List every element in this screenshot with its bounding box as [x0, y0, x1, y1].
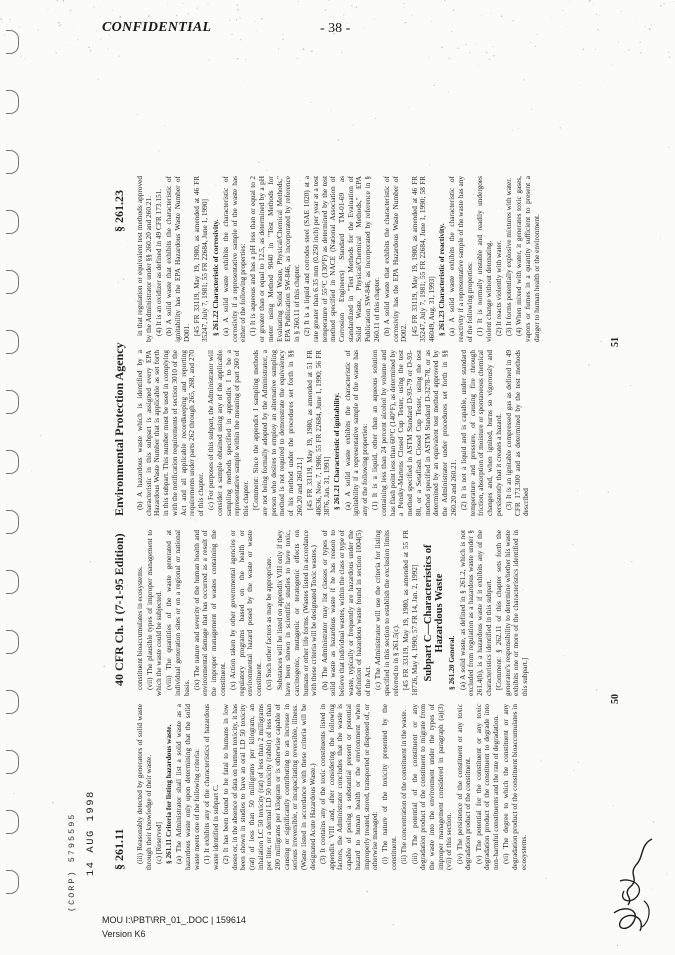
paragraph: (vi) The degree to which the constituent or any degradation product of the constituent bioaccumulates in ecosystems. — [501, 704, 528, 870]
binder-ring — [6, 390, 19, 414]
confidential-label: CONFIDENTIAL — [102, 20, 212, 35]
section-heading: § 261.21 Characteristic of ignitability. — [332, 392, 342, 510]
paragraph: (2) It is a liquid and corrodes steel (SAE 1020) at a rate greater than 6.35 mm (0.250 inch) per year at a test temperature of 55°C (130°F) as determined by the test method specified in NACE (National Association of Corrosion Engineers) Standard TM-01-69 as standardized in "Test Methods for the Evaluation of Solid Waste, Physical/Chemical Methods," EPA Publication SW-846, as incorporated by reference in § 260.11 of this chapter. — [302, 176, 381, 342]
paragraph: (1) It is normally unstable and readily undergoes violent change without detonating. — [475, 176, 493, 342]
paragraph: (iii) Reasonably detected by generators of solid waste through their knowledge of their waste. — [135, 704, 153, 870]
paragraph: (2) It is not a liquid and is capable, under standard temperature and pressure, of causing fire through friction, absorption of moisture or spontaneous chemical changes and, when ignited, burns so vigorously and persistently that it creates a hazard. — [458, 350, 503, 516]
binder-ring — [6, 90, 19, 114]
paragraph: [Comment: Since the appendix I sampling methods are not being formally adopted by the Administrator, a person who desires to employ an alternative sampling method is not required to demonstrate the equivalency of his method under the procedures set forth in §§ 260.20 and 260.21.] — [251, 350, 304, 516]
paragraph: (a) A solid waste, as defined in § 261.2, which is not excluded from regulation as a hazardous waste under § 261.4(b), is a hazardous waste if it exhibits any of the characteristics identified in this subpart. — [457, 530, 493, 696]
footer-version: Version K6 — [102, 929, 146, 939]
paragraph: [45 FR 33119, May 19, 1980, as amended at 46 FR 35247, July 7, 1981; 55 FR 22684, June 1, 1990; 58 FR 46049, Aug. 31, 1993] — [409, 176, 436, 342]
running-head-left: § 261.11 — [112, 828, 126, 870]
running-head — [112, 172, 134, 872]
paragraph: (a) A solid waste exhibits the characteristic of ignitability if a representative sample of the waste has any of the following properties: — [342, 350, 370, 516]
paragraph: (c) [Reserved] — [153, 822, 163, 864]
bates-number-strip: (CORP) 5795595 — [67, 812, 77, 912]
section-heading: § 261.11 Criteria for listing hazardous waste. — [164, 724, 174, 864]
paragraph: Substances will be listed on appendix VIII only if they have been shown in scientific studies to have toxic, carcinogenic, mutagenic or teratogenic effects on humans or other life forms. (Wastes listed in accordance with these criteria will be designated Toxic wastes.) — [274, 530, 319, 696]
paragraph: (v) The potential for the constituent or any toxic degradation product of the constituent to degrade into non-harmful constituents and the rate of degradation. — [473, 704, 500, 870]
paragraph: [45 FR 33119, May 19, 1980, as amended at 55 FR 18726, May 4, 1990; 57 FR 14, Jan. 2, 1992] — [400, 530, 419, 696]
paragraph: (2) It reacts violently with water. — [493, 240, 503, 336]
binder-ring — [6, 570, 19, 594]
binder-ring — [6, 510, 19, 534]
running-head-title: Environmental Protection Agency — [112, 342, 126, 516]
subpart-heading: Subpart C—Characteristics of Hazardous Waste — [423, 544, 446, 682]
section-heading: § 261.22 Characteristic of corrosivity. — [210, 219, 220, 336]
paragraph: (1) It is a liquid, other than an aqueous solution containing less than 24 percent alcohol by volume and has flash point less than 60°C (140°F), as determined by a Pensky-Martens Closed Cup Tester, using the test method specified in ASTM Standard D-93-79 or D-93-80, or a Setaflash Closed Cup Tester, using the test method specified in ASTM Standard D-3278-78, or as determined by an equivalent test method approved by the Administrator under procedures set forth in §§ 260.20 and 260.21. — [370, 350, 458, 516]
paragraph: (a) A solid waste exhibits the characteristic of reactivity if a representative sample of the waste has any of the following properties: — [447, 176, 474, 342]
binder-ring — [6, 630, 19, 654]
rotated-cfr-page — [108, 172, 628, 872]
paragraph: (c) The Administrator will use the criteria for listing specified in this section to establish the exclusion limits referred to in § 261.5(c). — [373, 530, 400, 696]
text-column-3 — [136, 350, 606, 516]
paragraph: (2) It has been found to be fatal to humans in low doses or, in the absence of data on human toxicity, it has been shown in studies to have an oral LD 50 toxicity (rat) of less than 50 milligrams per kilogram, an inhalation LC 50 toxicity (rat) of less than 2 milligrams per liter, or a dermal LD 50 toxicity (rabbit) of less than 200 milligrams per kilogram or is otherwise capable of causing or significantly contributing to an increase in serious irreversible, or incapacitating reversible, illness. (Waste listed in accordance with these criteria will be designated Acute Hazardous Waste.) — [220, 704, 317, 870]
folio-right: 51 — [610, 337, 621, 347]
binder-ring — [6, 150, 19, 174]
paragraph: [45 FR 33119, May 19, 1980, as amended at 46 FR 35247, July 7, 1981; 55 FR 22684, June 1, 1990] — [191, 176, 210, 342]
paragraph: in that regulation or equivalent test methods approved by the Administrator under §§ 260.20 and 260.21. — [135, 176, 153, 342]
binder-ring — [6, 330, 19, 354]
paragraph: (b) The Administrator may list classes or types of solid waste as hazardous waste if he has reason to believe that individual wastes, within the class or type of waste, typically or frequently are hazardous under the definition of hazardous waste found in section 1004(5) of the Act. — [319, 530, 373, 696]
paragraph: constituent bioaccumulates in ecosystems. — [135, 566, 144, 690]
folio-left: 50 — [610, 694, 621, 704]
paragraph: (xi) Such other factors as may be appropriate. — [264, 556, 274, 690]
binder-ring — [6, 450, 19, 474]
section-heading: § 261.23 Characteristic of reactivity. — [437, 223, 447, 336]
binder-ring — [6, 750, 19, 774]
binder-ring — [6, 870, 19, 894]
running-head-center: 40 CFR Ch. I (7-1-95 Edition) — [112, 533, 126, 686]
paragraph: (1) It exhibits any of the characteristics of hazardous waste identified in subpart C. — [201, 704, 220, 870]
paragraph: (a) A solid waste exhibits the characteristic of corrosivity if a representative sample of the waste has either of the following properties: — [220, 176, 248, 342]
text-column-1 — [136, 704, 606, 870]
paragraph: (3) It forms potentially explosive mixtures with water. — [504, 177, 514, 336]
text-column-4 — [136, 176, 606, 342]
paragraph: (vii) The plausible types of improper management to which the waste could be subjected. — [145, 530, 163, 696]
paragraph: (iv) The persistence of the constituent or any toxic degradation product of the constituent. — [454, 704, 473, 870]
running-head-right: § 261.23 — [112, 190, 126, 232]
page-number: - 38 - — [320, 21, 351, 36]
paragraph: (b) A hazardous waste which is identified by a characteristic in this subpart is assigned every EPA Hazardous Waste Number that is applicable as set forth in this subpart. This number must be used in complying with the notification requirements of section 3010 of the Act and all applicable recordkeeping and reporting requirements under parts 262 through 265, 268, and 270 of this chapter. — [135, 350, 205, 516]
binder-ring — [6, 690, 19, 714]
paragraph: (b) A solid waste that exhibits the characteristic of ignitability has the EPA Hazardous Waste Number of D001. — [164, 176, 191, 342]
handwritten-signature — [600, 835, 670, 940]
binder-ring — [6, 30, 19, 54]
paragraph: (b) A solid waste that exhibits the characteristic of corrosivity has the EPA Hazardous Waste Number of D002. — [381, 176, 409, 342]
footer-document-id: MOU I:\PBT\RR_01_.DOC | 159614 — [102, 915, 246, 925]
paragraph: (4) It is an oxidizer as defined in 49 CFR 173.151. — [153, 188, 163, 336]
paragraph: (a) The Administrator shall list a solid waste as a hazardous waste only upon determining that the solid waste meets one of the following criteria: — [174, 704, 201, 870]
date-stamp: 14 AUG 1998 — [85, 790, 97, 876]
paragraph: (ii) The concentration of the constituent in the waste. — [399, 709, 409, 864]
paragraph: (1) It is aqueous and has a pH less than or equal to 2 or greater than or equal to 12.5, as determined by a pH meter using Method 9040 in "Test Methods for Evaluating Solid Waste, Physical/Chemical Methods," EPA Publication SW-846, as incorporated by reference in § 260.11 of this chapter. — [248, 176, 301, 342]
binder-ring — [6, 810, 19, 834]
paragraph: (ix) The nature and severity of the human health and environmental damage that has occurred as a result of the improper management of wastes containing the constituent. — [191, 530, 227, 696]
binder-ring — [6, 270, 19, 294]
paragraph: (c) For purposes of this subpart, the Administrator will consider a sample obtained using any of the applicable sampling methods specified in appendix I to be a representative sample within the meaning of part 260 of this chapter. — [206, 350, 250, 516]
paragraph: (iii) The potential of the constituent or any degradation product of the constituent to migrate from the waste into the environment under the types of improper management considered in paragraph (a)(3)(vii) of this section. — [409, 704, 454, 870]
paragraph: [Comment: § 262.11 of this chapter sets forth the generator's responsibility to determine whether his waste exhibits one or more of the characteristics identified in this subpart.] — [493, 530, 529, 696]
paragraph: (4) When mixed with water, it generates toxic gases, vapors or fumes in a quantity sufficient to present a danger to human health or the environment. — [514, 176, 541, 342]
paragraph: [45 FR 33119, May 19, 1980, as amended at 51 FR 40636, Nov. 7, 1986; 55 FR 22684, June 1, 1990; 56 FR 3876, Jan. 31, 1991] — [304, 350, 332, 516]
paragraph: (x) Action taken by other governmental agencies or regulatory programs based on the health or environmental hazard posed by the waste or waste constituent. — [228, 530, 264, 696]
paragraph: (viii) The quantities of the waste generated at individual generation sites or on a regional or national basis. — [164, 530, 191, 696]
section-heading: § 261.20 General. — [447, 635, 457, 690]
paragraph: (i) The nature of the toxicity presented by the constituent. — [380, 704, 399, 870]
paragraph: (3) It is an ignitable compressed gas as defined in 49 CFR 173.300 and as determined by the test methods described — [503, 350, 531, 516]
binder-ring — [6, 210, 19, 234]
text-column-2 — [136, 530, 606, 696]
paragraph: (3) It contains any of the toxic constituents listed in appendix VIII and, after considering the following factors, the Administrator concludes that the waste is capable of posing a substantial present or potential hazard to human health or the environment when improperly treated, stored, transported or disposed of, or otherwise managed: — [318, 704, 380, 870]
